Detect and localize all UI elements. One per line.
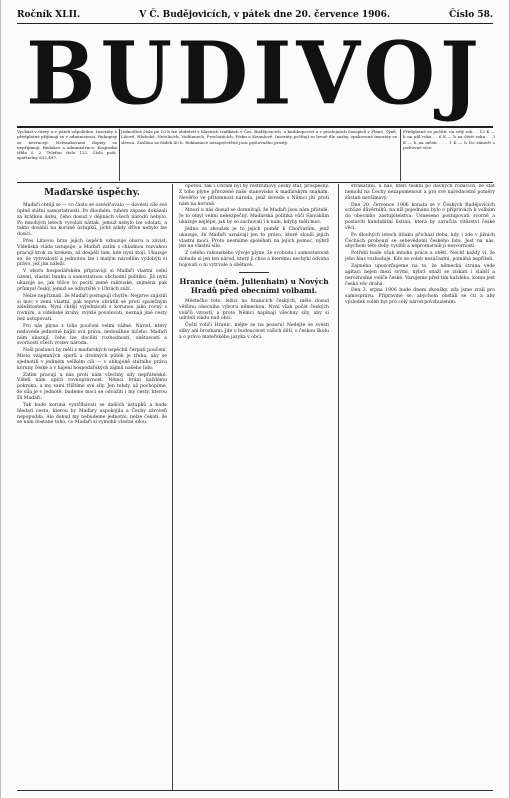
paragraph: Potřebí bude však mnoho práce a obětí. Nechť každý ví, že jeho hlas rozhoduje. Kdo se voleb nezúčastní, pomáhá nepříteli.	[345, 251, 495, 263]
paragraph: Čeští voliči Hranic, mějte se na pozoru! Nedejte se svésti sliby ani hrozbami. Jde o budoucnost vašich dětí, o českou školu a o právo mateřského jazyka v obci.	[179, 323, 329, 340]
paragraph: Přes Litavou brzo jejich úspěch vzbuzuje obavu a závist. Vídeňská vláda ustupuje, a Maďaři zatím s chladnou rozvahou pracují krok za krokem, až dospěli tam, kde nyní stojí. Ukazuje se, že vytrvalostí a jednotou lze i malým národům vydobýti si právo, jež jim náleží.	[17, 239, 167, 268]
masthead	[17, 24, 493, 124]
paragraph: Nelze nepřiznati, že Maďaři postupují chytře. Nejprve zajistili si moc v zemi vlastní, pak teprve obrátili se proti společným záležitostem. Nyní chtějí vyjednávati s korunou jako rovný s rovným, a vídeňské kruhy, zvyklé povolovati, neznají jiné cesty než ustupovati.	[17, 293, 167, 323]
info-right: Předplatné se počítá: na celý rok . . 12 K — h na půl roku . . 6 K — h na čtvrt roku . . 3 K — h na měsíc . . . 1 K — h Do zámoří o poštovné více.	[403, 129, 495, 150]
paragraph: Pro nás plyne z toho poučení velmi vážné. Národ, který nedovede jednotně hájiti svá práva, nedosáhne ničeho. Maďaři nám ukazují, čeho lze docíliti rozhodností, obětavostí a svorností všech vrstev národa.	[17, 323, 167, 347]
article-headline: Maďarské úspěchy.	[44, 188, 140, 198]
paragraph: strakatinu, u nás, kteří teskní po dávných rodácích, že stát nemohl na Čechy nezapomenout a pro své národnostní poměry zůstati nevšímavý.	[345, 184, 495, 201]
masthead-rule	[17, 126, 493, 128]
column-1	[17, 184, 167, 790]
issue-number: Číslo 58.	[449, 10, 493, 20]
issue-header	[17, 8, 493, 22]
column-2	[179, 184, 329, 790]
paragraph: Naši poslanci by měli z maďarských úspěchů čerpati poučení. Místo vzájemných sporů a drobných půtek je třeba, aby se sjednotili v jediném velikém cíli — v obhajobě státního práva koruny české a v hájení hospodářských zájmů našeho lidu.	[17, 348, 167, 371]
paragraph: Mnozí u nás dosud se domnívají, že Maďaři jsou nám přátelé. Je to omyl velmi nebezpečný. Maďarská politika vůči Slovákům ukazuje nejlépe, jak by se zachovali i k nám, kdyby měli moc.	[179, 208, 329, 226]
info-rule	[17, 182, 493, 183]
paragraph: Tak bude koruna vystříhávati se dalších ústupků a bude hledati cestu, kterou by Maďary uspokojila a Čechy zároveň nepopudila. Ale dokud my nebudeme jednotni, nelze čekati, že se nám dostane toho, co Maďaři si vymohli vlastní silou.	[17, 402, 167, 426]
info-divider-1	[119, 129, 120, 181]
volume-label: Ročník XLII.	[17, 10, 81, 20]
paragraph: V oboru hospodářském připravují si Maďaři vlastní celní území, vlastní banku a samostatnou obchodní politiku. Již nyní ukazuje se, jak těžce to pocítí země rakouské, zejména pak průmysl český, jemuž se odbytiště v Uhrách zúží.	[17, 269, 167, 292]
paragraph: oporou, tak i Uhrám byl by restitutiový česky stát, prospěšný. Z toho plyne přirozené naše stanovisko k maďarským snahám. Nevěřte ve přítomnost národa, jenž dovede s Němci jíti proti nám na koruně.	[179, 184, 329, 207]
paragraph: Z celého rakouského vývoje plyne, že svobodu i samostatnost dobude si jen ten národ, který ji chce a kterému nechybí odvaha bojovati o ni vytrvale a obětavě.	[179, 251, 329, 268]
column-divider-1	[172, 184, 173, 790]
paragraph: Zatím pracují u nás proti nám všechny síly nepřátelské. Vídeň nám upírá rovnoprávnost, Němci brání každému pokroku, a my sami tříštíme své síly. Jen tehdy, až pochopíme, že síla je v jednotě, budeme moci se odvážiti i my cesty, kterou šli Maďaři.	[17, 372, 167, 401]
paragraph: Maďaři chtějí se — co často se osvědčovalo — dovésti cíle své úplně státní samostatnosti. Po dlouhém, tuhém zápase dokázali za krátkou dobu, čeho dosud v dějinách všech národů nebylo. Po mnohých letech vyvolali nátlak, jemuž nebylo lze odolati, a takto dosáhli na koruně ústupků, jichž nikdy dříve nebylo lze dosíci.	[17, 203, 167, 238]
place-date: V Č. Budějovicích, v pátek dne 20. července 1906.	[139, 10, 391, 20]
info-left: Vychází v úterý a v pátek odpoledne. Inseráty a předplatné přijímají se v administraci. Rukopisy se nevracejí. Nefrankované dopisy se nepřijímají. Redakce a administrace: Krajinská třída č. 2. Telefon číslo 122. Číslo pošt. spořitelny 832.497.	[17, 129, 117, 161]
info-divider-2	[400, 129, 401, 181]
info-mid: Jednotlivá čísla po 10 h lze obdržeti v hlavních trafikách v Čes. Budějovicích, u knihkupectví a v prodejnách časopisů v Plané, Týně, Lišově, Hluboké, Netolicích, Vodňanech, Prachaticích, Písku a Krumlově. Inseráty počítají se levně dle sazby, opakované inseráty se slevou. Zasláno za řádek 40 h. Reklamace nezapečetěné jsou poštovného prosty.	[121, 129, 397, 145]
footer-rule	[17, 790, 493, 791]
section-rule	[239, 272, 269, 273]
column-3	[345, 184, 495, 790]
paragraph: Dne 20. července 1906 konala se v Českých Budějovicích schůze důvěrníků, na níž pojednáno bylo o přípravách k volbám do obecního zastupitelstva. Usneseno postupovati svorně a postaviti kandidátní listinu, která by zaručila vítězství české věci.	[345, 202, 495, 231]
masthead-title: BUDIVOJ	[26, 23, 484, 125]
paragraph: Jedno ze zkoušek je to jejich poměr k Chorvatům, jenž ukazuje, že Maďaři uznávají jen to právo, které slouží jejich vlastní moci. Proto nesmíme spoléhati na jejich pomoc, nýbrž jen na vlastní sílu.	[179, 226, 329, 250]
paragraph: Zejména upozorňujeme na to, že německá strana vede agitaci nejen mezi svými, nýbrž snaží se získati i slabší a nerozhodné voliče české. Varujeme před tím každého, komu jest česká věc drahá.	[345, 263, 495, 287]
column-divider-2	[338, 184, 339, 790]
paragraph: Po dlouhých letech útlaku přichází doba, kdy i zde v jižních Čechách probouzí se sebevědomí českého lidu. Jest na nás, abychom této doby využili a nepromarnili jí nesvorností.	[345, 232, 495, 250]
article-headline: Hranice (něm. Julienhain) u Nových Hradů před obecními volbami.	[179, 276, 329, 295]
paragraph: Městečko toto, ležící na hranicích českých, mělo dosud většinu obecního výboru německou. Nyní však počet českých voličů vzrostl, a proto Němci napínají všechny síly, aby si udrželi vládu nad obcí.	[179, 298, 329, 322]
paragraph: Den 3. srpna 1906 bude dnem zkoušky, zda jsme zralí pro samosprávu. Připravme se, abychom obstáli se ctí a aby výsledek voleb byl pro celý národ povzbuzením.	[345, 288, 495, 306]
